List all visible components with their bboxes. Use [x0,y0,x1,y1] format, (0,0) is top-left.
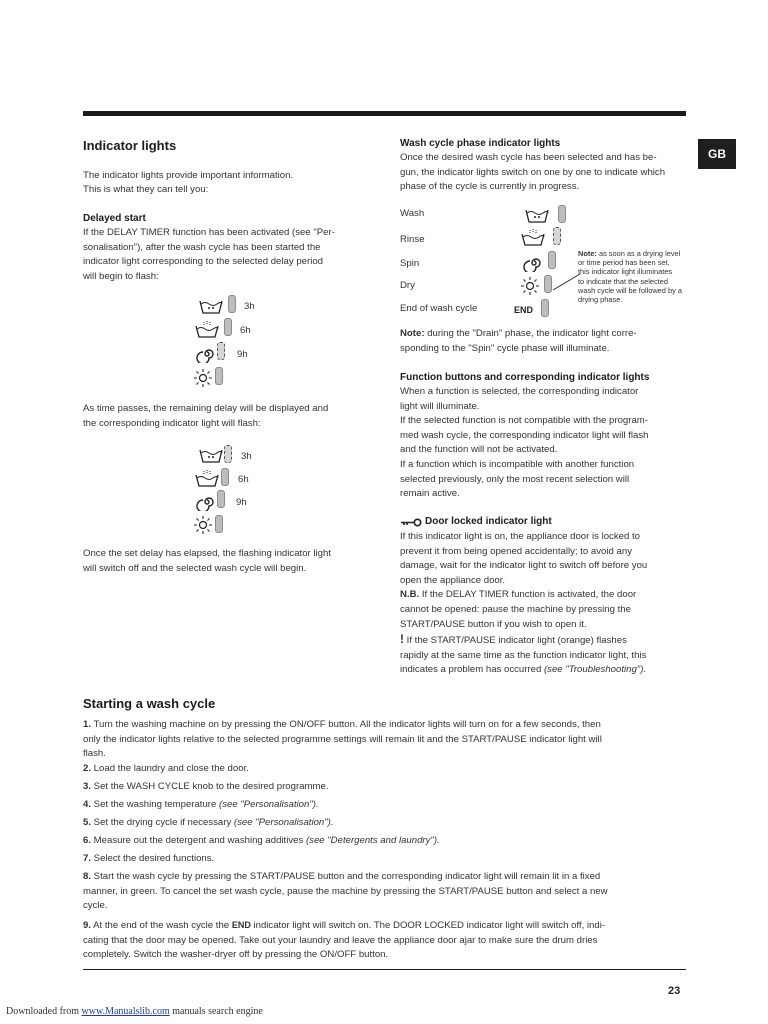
troubleshooting-ref: (see "Troubleshooting"). [543,664,647,676]
delay-indicator-panel-1 [190,293,270,388]
step-text: Measure out the detergent and washing additives [91,835,306,846]
text-line: completely. Switch the washer-dryer off by pressing the ON/OFF button. [83,949,389,961]
download-footer [6,1006,263,1017]
text-line [400,588,700,603]
step-text: Set the WASH CYCLE knob to the desired programme. [91,781,329,792]
step-text: At the end of the wash cycle the [91,920,232,931]
personalisation-ref: (see "Personalisation"). [219,799,319,810]
led-3h [228,295,236,313]
delayed-start-title: Delayed start [83,213,146,224]
text-line: wash cycle will be followed by a [578,285,682,295]
note-text: as soon as a drying level [598,249,681,258]
text-line: When a function is selected, the corresponding indicator [400,386,639,397]
text-line [400,632,700,649]
step-7 [83,852,687,867]
text-line: selected previously, only the most recent selection will [400,473,630,485]
led-6h [221,468,229,486]
footer-prefix: Downloaded from [6,1006,82,1017]
label-9h: 9h [236,497,247,508]
led-dry [544,275,552,293]
step-4 [83,798,687,813]
text-line [578,249,708,258]
led-dry [215,367,223,385]
door-locked-text [400,530,700,678]
personalisation-ref: (see "Personalisation"). [233,817,334,828]
text-line: cating that the door may be opened. Take out your laundry and leave the appliance door ajar to make sure the drum dries [83,934,598,946]
step-1 [83,718,687,762]
note-text: during the "Drain" phase, the indicator light corre- [424,328,637,339]
text-line: flash. [83,748,106,760]
phase-dry: Dry [400,280,415,291]
text-line [83,918,687,934]
text-line: sonalisation"), after the wash cycle has been started the [83,241,321,253]
led-spin [548,251,556,269]
text-line: or time period has been set, [578,258,670,268]
label-3h: 3h [244,301,255,312]
dry-icon [517,276,543,296]
text-line: If the DELAY TIMER function has been activated (see "Per- [83,227,335,238]
led-6h [224,318,232,336]
led-end [541,299,549,317]
step-text: indicator light will switch on. The DOOR LOCKED indicator light will switch off, indi- [250,920,606,931]
wash-cycle-phase-title: Wash cycle phase indicator lights [400,138,561,149]
bottom-rule [83,969,686,970]
text-line: cycle. [83,900,108,912]
text-line: med wash cycle, the corresponding indicator light will flash [400,429,649,441]
text-line: will switch off and the selected wash cycle will begin. [83,562,307,574]
text-line: indicator light corresponding to the selected delay period [83,256,323,268]
text-line: If this indicator light is on, the appliance door is locked to [400,531,640,542]
text-line: gun, the indicator lights switch on one by one to indicate which [400,166,666,178]
text-line: this indicator light illuminates [578,267,673,277]
step-3 [83,780,687,795]
led-dry [215,515,223,533]
step-text: Select the desired functions. [91,853,215,864]
led-9h-flashing [217,342,225,360]
phase-end: End of wash cycle [400,303,478,314]
phase-wash: Wash [400,208,425,219]
step-9 [83,918,687,963]
warning-text: If the START/PAUSE indicator light (orange) flashes [404,635,627,647]
text-line: Once the desired wash cycle has been selected and has be- [400,152,657,163]
step-6 [83,834,687,849]
text-line: will begin to flash: [83,270,159,282]
rinse-icon [194,469,220,489]
step-number: 2. [83,763,92,774]
text-line: damage, wait for the indicator light to switch off before you [400,560,648,572]
text-line: If the selected function is not compatible with the program- [400,415,648,427]
step-text: Set the drying cycle if necessary [91,817,234,828]
text-line: the corresponding indicator light will flash: [83,417,261,429]
led-rinse-flashing [553,227,561,245]
text-line: and the function will not be activated. [400,444,558,456]
step-text: Start the wash cycle by pressing the START/PAUSE button and the corresponding indicator light will remain lit in a fixed [91,871,601,882]
step-number: 6. [83,835,92,846]
function-buttons-title: Function buttons and corresponding indicator lights [400,372,650,383]
text-line: If a function which is incompatible with another function [400,458,635,470]
delay-elapsed-text [83,547,373,576]
step-number: 5. [83,817,92,828]
text-line: As time passes, the remaining delay will be displayed and [83,403,329,414]
detergents-ref: (see "Detergents and laundry"). [305,835,440,846]
text-line: open the appliance door. [400,574,506,586]
step-text: Set the washing temperature [91,799,220,810]
spin-icon [521,252,547,272]
wash-icon [198,297,224,317]
text-line: sponding to the "Spin" cycle phase will illuminate. [400,342,610,354]
text-line: light will illuminate. [400,400,480,412]
dry-icon [190,515,216,535]
text-line [83,870,687,885]
wash-cycle-phase-text [400,151,690,195]
step-number: 8. [83,871,92,882]
text-line: drying phase. [578,295,623,305]
text-line: cannot be opened: pause the machine by pressing the [400,603,631,615]
function-buttons-text [400,385,700,502]
text-line: only the indicator lights relative to the selected programme settings will remain lit and the START/PAUSE indicator light will [83,733,602,745]
manualslib-link[interactable]: www.Manualslib.com [81,1006,170,1017]
footer-suffix: manuals search engine [169,1006,263,1017]
note-key: Note: [400,328,425,339]
text-line: prevent it from being opened accidentally; to avoid any [400,545,632,557]
page-number: 23 [668,985,681,997]
dry-icon [190,368,216,388]
text-line [400,327,700,342]
text-line: phase of the cycle is currently in progress. [400,181,580,193]
text-line [83,718,687,733]
label-6h: 6h [240,325,251,336]
phase-rinse: Rinse [400,234,425,245]
time-passes-text [83,402,373,431]
note-key: Note: [578,249,597,258]
text-line: START/PAUSE button if you wish to open it. [400,618,587,630]
key-icon [400,518,422,527]
step-8 [83,870,687,914]
phase-spin: Spin [400,258,420,269]
step-number: 9. [83,920,92,931]
led-3h-flashing [224,445,232,463]
drain-note [400,327,700,356]
text-line: Once the set delay has elapsed, the flashing indicator light [83,548,331,559]
nb-text: If the DELAY TIMER function is activated, the door [419,589,637,601]
delayed-start-text [83,226,373,284]
end-label: END [514,305,534,315]
text-line: to indicate that the selected [578,276,668,286]
label-6h: 6h [238,474,249,485]
rinse-icon [194,320,220,340]
label-9h: 9h [237,349,248,360]
step-number: 7. [83,853,92,864]
step-text: Turn the washing machine on by pressing the ON/OFF button. All the indicator lights will turn on for a few seconds, then [91,719,601,730]
drying-side-note [578,249,708,304]
text-line: manner, in green. To cancel the set wash cycle, pause the machine by pressing the START/PAUSE button and select a new [83,885,608,897]
label-3h: 3h [241,451,252,462]
step-number: 3. [83,781,92,792]
delay-indicator-panel-2 [190,442,270,537]
language-badge: GB [698,139,736,169]
step-number: 4. [83,799,92,810]
rinse-icon [520,228,546,248]
intro-line-2: This is what they can tell you: [83,184,209,195]
end-label: END [231,920,251,930]
step-text: Load the laundry and close the door. [91,763,249,774]
intro-line-1: The indicator lights provide important information. [83,170,294,181]
nb-key: N.B. [400,589,420,601]
door-locked-title: Door locked indicator light [425,516,552,527]
warning-key: ! [400,632,404,647]
starting-wash-cycle-title: Starting a wash cycle [83,696,216,711]
text-line: remain active. [400,488,460,500]
warning-text: indicates a problem has occurred [400,664,544,676]
top-rule [83,111,686,116]
indicator-lights-title: Indicator lights [83,138,177,153]
led-9h [217,490,225,508]
text-line: rapidly at the same time as the function indicator light, this [400,649,647,661]
wash-icon [524,206,550,226]
led-wash [558,205,566,223]
step-5 [83,816,687,831]
step-2 [83,762,687,777]
text-line [400,663,700,678]
step-number: 1. [83,719,92,730]
wash-icon [198,446,224,466]
